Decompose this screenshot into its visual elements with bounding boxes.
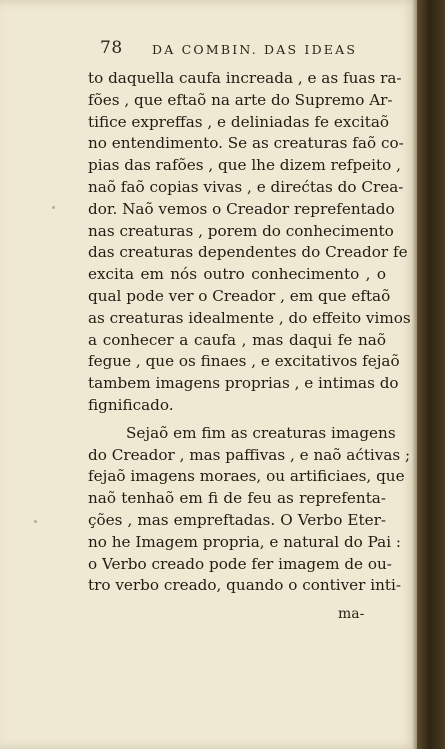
body-text xyxy=(88,68,411,597)
text-line: naõ tenhaõ em fi de feu as reprefenta- xyxy=(88,489,386,508)
text-line: tro verbo creado, quando o contiver inti- xyxy=(88,576,401,595)
text-line: do Creador , mas paffivas , e naõ aćtivas ; xyxy=(88,445,411,464)
text-line: fões , que eftaõ na arte do Supremo Ar- xyxy=(88,90,393,109)
text-line: ções , mas empreftadas. O Verbo Eter- xyxy=(88,510,386,529)
text-line: tambem imagens proprias , e intimas do xyxy=(88,374,399,393)
text-line: tifice expreffas , e deliniadas fe excitaõ xyxy=(88,112,390,131)
text-line: as creaturas idealmente , do effeito vimos xyxy=(88,308,411,327)
text-line: nas creaturas , porem do conhecimento xyxy=(88,221,394,240)
text-line: das creaturas dependentes do Creador fe xyxy=(88,243,408,262)
running-head: DA COMBIN. DAS IDEAS xyxy=(152,42,358,57)
page-number: 78 xyxy=(100,38,123,58)
text-line: dor. Naõ vemos o Creador reprefentado xyxy=(88,199,395,218)
catchword: ma- xyxy=(338,606,365,622)
text-line: fignificado. xyxy=(88,395,174,414)
text-line: o Verbo creado pode fer imagem de ou- xyxy=(88,554,392,573)
text-line: fegue , que os finaes , e excitativos fejaõ xyxy=(88,352,400,371)
book-spine xyxy=(417,0,445,749)
text-line: no he Imagem propria, e natural do Pai : xyxy=(88,532,402,551)
page-header xyxy=(90,38,390,62)
text-line: naõ faõ copias vivas , e direćtas do Crea- xyxy=(88,177,404,196)
text-line: Sejaõ em fim as creaturas imagens xyxy=(126,423,396,442)
paper-speck xyxy=(34,520,37,523)
text-line: to daquella caufa increada , e as fuas ra- xyxy=(88,69,402,87)
text-line: excita em nós outro conhecimento , o xyxy=(88,265,386,284)
paper-speck xyxy=(52,206,55,209)
text-line: fejaõ imagens moraes, ou artificiaes, que xyxy=(88,467,405,486)
text-line: qual pode ver o Creador , em que eftaõ xyxy=(88,286,391,305)
text-line: a conhecer a caufa , mas daqui fe naõ xyxy=(88,330,386,349)
text-line: no entendimento. Se as creaturas faõ co- xyxy=(88,134,404,153)
text-line: pias das rafões , que lhe dizem refpeito , xyxy=(88,156,401,175)
